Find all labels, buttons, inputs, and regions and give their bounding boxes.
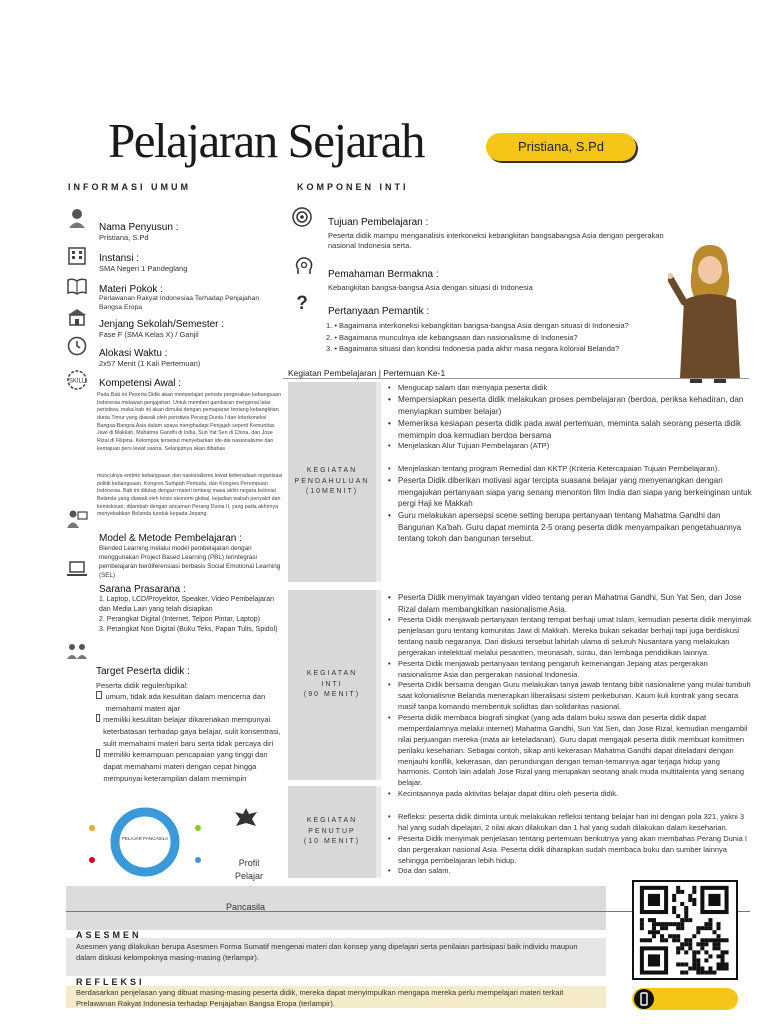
profil-pelajar-label: Profil Pelajar — [234, 858, 263, 881]
phase-label: INTI — [321, 680, 343, 688]
person-icon — [66, 207, 88, 229]
sarana-item-2: 2. Perangkat Digital (Internet, Telpon Pintar, Laptop) — [99, 616, 260, 624]
divider — [283, 378, 749, 379]
sarana-item-3: 3. Perangkat Non Digital (Buku Teks, Papan Tulis, Spidol) — [99, 626, 278, 634]
target-item-text: memiliki kemampuan pencapaian yang tinggi dan dapat memahami materi dengan cepat hingga mempunyai keterampilan dalam memimpin — [103, 750, 268, 783]
pertanyaan-item: 3. • Bagaimana situasi dan kondisi Indonesia pada akhir masa negara kolonial Belanda? — [326, 344, 620, 354]
informasi-umum-heading: INFORMASI UMUM — [68, 182, 191, 192]
activity-item: • Peserta Didik diberikan motivasi agar tercipta suasana belajar yang menyenangkan dengan mengajukan pertanyaan siapa yang senang menonton film India dan siapa yang berkeinginan untuk pergi Haji ke Makkah — [388, 475, 752, 510]
checkbox-icon — [96, 691, 102, 699]
phase-label: (10MENIT) — [305, 488, 359, 496]
pertanyaan-item: 1. • Bagaimana interkoneksi kebangkitan bangsa-bangsa Asia dengan situasi di Indonesia? — [326, 321, 629, 330]
head-gear-icon — [293, 255, 315, 277]
diagram-node — [195, 825, 201, 831]
inti-text — [388, 592, 752, 800]
materi-pokok-field — [99, 284, 283, 313]
phase-penutup — [288, 786, 376, 878]
target-item — [96, 714, 282, 749]
jenjang-label: Jenjang Sekolah/Semester : — [99, 319, 225, 330]
nama-penyusun-label: Nama Penyusun : — [99, 222, 179, 233]
diagram-node — [195, 857, 201, 863]
laptop-icon — [66, 558, 88, 580]
pancasila-label: Pancasila — [226, 902, 266, 912]
phase-label: KEGIATAN — [306, 466, 358, 474]
kegiatan-title: Kegiatan Pembelajaran | Pertemuan Ke-1 — [288, 368, 446, 378]
activity-item: • Peserta didik membaca biografi singkat (yang ada dalam buku siswa dan peserta didik dapat memperdalamnya melalui internet) Mahatma Gandhi, Sun Yat Sen, dan Jose Rizal, kemudian mengambil nilai perjuangan mereka (mata air keteladanan). Guru dapat mengajak peserta didik membuat komitmen perilaku keseharian. Sebagai contoh, sikap anti kekerasan Mahatma Gandhi dapat diteladani dengan menjauhi konflik, kekerasan, dan perundungan dengan teman-temannya agar terjaga hidup yang harmonis. Contoh lain adalah Jose Rizal yang merupakan seorang anak muda multitalenta yang senang belajar. — [388, 713, 752, 789]
phase-label: (90 MENIT) — [303, 691, 361, 699]
jenjang-field — [99, 319, 283, 340]
pertanyaan-item: 2. • Bagaimana munculnya ide kebangsaan dan nasionalisme di Indonesia? — [326, 332, 578, 342]
target-label: Target Peserta didik : — [96, 666, 190, 677]
phone-icon — [634, 989, 654, 1009]
model-metode-value: Blended Learning melalui model pembelajaran dengan menggunakan Project Based Learning (PBL) terintegrasi pembelajaran berdiferensiasi berbasis Social Emotional Learning (SEL) — [99, 545, 281, 580]
kompetensi-awal-label-wrap — [99, 378, 283, 389]
jenjang-value: Fase F (SMA Kelas X) / Ganjil — [99, 330, 199, 339]
activity-item: • Menjelaskan tentang program Remedial dan KKTP (Kriteria Ketercapaian Tujuan Pembelajaran). — [388, 464, 752, 475]
phase-bar — [376, 382, 381, 582]
author-badge: Pristiana, S.Pd — [486, 133, 636, 161]
teacher-icon — [66, 508, 88, 530]
activity-item: • Guru melakukan apersepsi scene setting berupa pertanyaan tentang Mahatma Gandhi dan Bangunan Ka'bah. Guru dapat meminta 2-5 orang peserta didik menyampaikan pengetahuannya tentang tokoh dan bangunan tersebut. — [388, 510, 752, 545]
activity-item: • Peserta Didik bersama dengan Guru melakukan tanya jawab tentang bibit nasionalime yang mulai tumbuh saat kolonialisme Belanda menerapkan liberalisasi sistem perkebunan. Kaum kuli kontrak yang secara masif tanpa komando membentuk solidtas dan solidaritas nasional. — [388, 680, 752, 713]
school-icon — [66, 305, 88, 327]
alokasi-field — [99, 348, 283, 369]
diagram-node — [89, 857, 95, 863]
model-metode-label: Model & Metode Pembelajaran : — [99, 533, 242, 544]
qr-code[interactable] — [632, 880, 738, 980]
asesmen-heading: ASESMEN — [76, 930, 142, 940]
sarana-field — [99, 584, 283, 636]
target-icon — [291, 206, 313, 228]
teacher-illustration — [668, 240, 746, 385]
phase-label: KEGIATAN — [306, 669, 358, 677]
target-item-text: umum, tidak ada kesulitan dalam mencerna dan memahami materi ajar — [105, 692, 266, 713]
pancasila-band — [66, 886, 606, 930]
activity-item: • Doa dan salam. — [388, 866, 752, 877]
target-item-text: memiliki kesulitan belajar dikarenakan mempunyai keterbatasan terhadap gaya belajar, sulit konsentrasi, sulit memahami materi baru serta tidak percaya diri — [103, 715, 281, 748]
phase-pendahuluan — [288, 382, 376, 582]
target-peserta-didik — [96, 664, 282, 784]
students-icon — [66, 640, 88, 662]
phase-label: PENUTUP — [308, 827, 356, 835]
activity-item: • Peserta Didik menjawab pertanyaan tentang pengaruh kemenangan Jepang atas pergerakan nasionalisme Asia dan pergerakan nasional Indonesia. — [388, 659, 752, 681]
checkbox-icon — [96, 749, 100, 757]
pertanyaan-label: Pertanyaan Pemantik : — [328, 306, 430, 317]
activity-item: • Mengucap salam dan menyapa peserta didik — [388, 383, 752, 394]
building-icon — [66, 243, 88, 265]
book-icon — [66, 275, 88, 297]
sarana-item-1: 1. Laptop, LCD/Proyektor, Speaker, Video Pembelajaran dan Media Lain yang telah disiapkan — [99, 596, 274, 614]
instansi-field — [99, 253, 283, 274]
phase-label: PENDAHULUAN — [294, 477, 370, 485]
nama-penyusun-field — [99, 222, 283, 243]
kompetensi-awal-label: Kompetensi Awal : — [99, 378, 182, 389]
refleksi-heading: REFLEKSI — [76, 977, 145, 987]
instansi-value: SMA Negeri 1 Pandeglang — [99, 264, 188, 273]
checkbox-icon — [96, 714, 100, 722]
instansi-label: Instansi : — [99, 253, 140, 264]
nama-penyusun-value: Pristiana, S.Pd — [99, 233, 149, 242]
activity-item: • Mempersiapkan peserta didik melakukan proses pembelajaran (berdoa, periksa kehadiran, dan menyiapkan sumber belajar) — [388, 394, 752, 418]
target-item — [96, 691, 282, 714]
activity-item: • Kecintaannya pada aktivitas belajar dapat ditiru oleh peserta didik. — [388, 789, 752, 800]
garuda-icon — [233, 805, 259, 831]
tujuan-label: Tujuan Pembelajaran : — [328, 217, 429, 228]
pemahaman-value: Kebangkitan bangsa-bangsa Asia dengan situasi di Indonesia — [328, 283, 533, 292]
kompetensi-awal-text-1: Pada Bab ini Peserta Didik akan mempelajari periode pergerakan kebangsaan Indonesia melawan penjajahan. Untuk memberi gambaran mengenai latar peristiwa, maka bab ini akan dimulai dengan pemaparan tentang kebangkitan dunia Timur yang diawali oleh peristiwa Perang Dunia I dan Interkoneksi Bangsa-Bangsa Asia dalam upaya menghadapi Penjajah seperti Komunitas Jawi di Makkah, Mahatma Gandhi di India, Sun Yat Sen di China, dan Jose Rizal di Filipina. Kelompok tersebut menyebarkan ide-ide nasionalisme dan kemajuan pers lewat sastra. Selanjutnya akan dibahas — [97, 392, 282, 452]
phase-bar — [376, 590, 381, 780]
alokasi-label: Alokasi Waktu : — [99, 348, 168, 359]
model-metode-field — [99, 533, 283, 581]
kompetensi-awal-text-2: munculnya embrio kebangsaan dan nasionalisme lewat keberadaan organisasi politik kebangsaan, Kongres Sumpah Pemuda, dan Kongres Perempuan Indonesia. Bab ini ditutup dengan materi tentang masa akhir negara kolonial Belanda yang diawali oleh krisis ekonomi global, kejadian wabah penyakit dan kemiskinan, ditambah dengan ancaman Perang Dunia II, yang pada akhirnya menyebabkan Belanda tunduk kepada Jepang. — [97, 473, 283, 518]
phase-bar — [376, 786, 381, 878]
activity-item: • Menjelaskan Alur Tujuan Pembelajaran (ATP) — [388, 441, 752, 452]
komponen-inti-heading: KOMPONEN INTI — [297, 182, 409, 192]
activity-item: • Peserta Didik menyimak tayangan video tentang peran Mahatma Gandhi, Sun Yat Sen, dan Jose Rizal dalam membangkitkan nasionalisme Asia. — [388, 592, 752, 615]
tujuan-value: Peserta didik mampu menganalisis interkoneksi kebangkitan bangsabangsa Asia dengan pergerakan nasional Indonesia serta. — [328, 231, 664, 251]
activity-item: • Memeriksa kesiapan peserta didik pada awal pertemuan, meminta salah seorang peserta didik memimpin doa kemudian berdoa bersama — [388, 418, 752, 442]
pertanyaan-list — [326, 320, 646, 355]
sarana-label: Sarana Prasarana : — [99, 584, 186, 595]
question-icon: ? — [296, 293, 308, 314]
phase-label: (10 MENIT) — [303, 838, 361, 846]
diagram-center — [127, 824, 163, 860]
phase-label: KEGIATAN — [306, 816, 358, 824]
svg-text:SKILL: SKILL — [68, 378, 86, 385]
profil-pancasila-diagram — [70, 800, 220, 880]
diagram-node — [89, 825, 95, 831]
asesmen-text: Asesmen yang dilakukan berupa Asesmen Forma Sumatif mengenai materi dan konsep yang dipelajari serta penilaian partisipasi baik individu maupun dalam diskusi kelompoknya masing-masing (terlampir). — [76, 942, 578, 962]
refleksi-text: Berdasarkan penjelasan yang dibuat masing-masing peserta didik, mereka dapat menyimpulkan mengapa mereka perlu mempelajari materi terkait Prelawanan Rakyat Indonesia terhadap Penjajahan Bangsa Eropa (terlampir). — [76, 988, 564, 1008]
target-item — [96, 749, 282, 784]
clock-icon — [66, 335, 88, 357]
pemahaman-label: Pemahaman Bermakna : — [328, 269, 439, 280]
skill-icon — [66, 369, 88, 391]
target-intro: Peserta didik reguler/tipikal: — [96, 680, 189, 690]
activity-item: • Peserta Didik menjawab pertanyaan tentang tempat berhaji umat Islam, kemudian peserta didik menyimak penjelasan guru tentang komunitas Jawi di Makkah. Mereka bukan sekadar berhaji tapi juga berdiskusi tentang nasib negaranya. Dari diskusi tersebut lahirlah ulama di seluruh Nusantara yang melakukan pergerakan intelektual melalui pesantren, meunasah, surau, dan lembaga pendidikan lainnya. — [388, 615, 752, 659]
diagram-center-label: PELAJAR PANCASILA — [121, 836, 169, 841]
activity-item: • Peserta Didik menyimak penjelasan tentang pertemuan berikutnya yang akan membahas Perang Dunia I dan pergerakan nasional Asia. Peserta didik diharapkan sudah membaca buku dan sumber lainnya sehingga pembelajaran lebih hidup. — [388, 834, 752, 867]
alokasi-value: 2x57 Menit (1 Kali Pertemuan) — [99, 359, 201, 368]
penutup-text — [388, 812, 752, 877]
phase-inti — [288, 590, 376, 780]
materi-pokok-value: Perlawanan Rakyat Indonesiaa Terhadap Penjajahan Bangsa Eropa — [99, 295, 260, 311]
materi-pokok-label: Materi Pokok : — [99, 284, 163, 295]
page-title: Pelajaran Sejarah — [108, 113, 424, 168]
activity-item: • Refleksi: peserta didik diminta untuk melakukan refleksi tentang belajar hari ini dengan pola 321, yakni 3 hal yang sudah dipelajari, 2 nilai akan dilakukan dan 1 hal yang sudah dilakukan dalam keseharian. — [388, 812, 752, 834]
pendahuluan-text — [388, 383, 752, 545]
